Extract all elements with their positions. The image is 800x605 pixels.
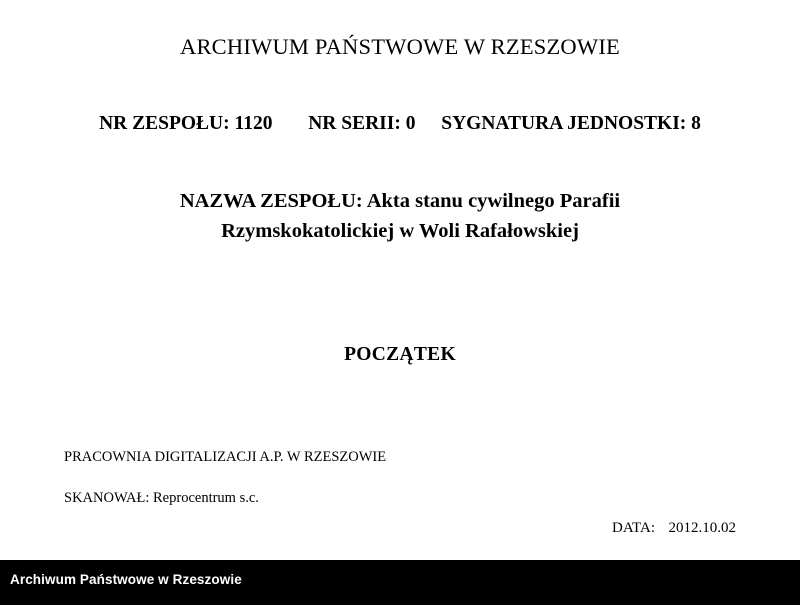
footer-watermark-label: Archiwum Państwowe w Rzeszowie	[10, 572, 242, 587]
scan-date-line	[64, 521, 736, 536]
credits-block	[64, 450, 736, 536]
fonds-name-line-1: NAZWA ZESPOŁU: Akta stanu cywilnego Parafii	[179, 190, 621, 212]
unit-signature-label: SYGNATURA JEDNOSTKI:	[441, 113, 687, 134]
scanned-by-label: SKANOWAŁ:	[64, 489, 150, 506]
fonds-number-label: NR ZESPOŁU:	[99, 113, 230, 134]
institution-title: ARCHIWUM PAŃSTWOWE W RZESZOWIE	[180, 34, 620, 59]
fonds-name-line-2: Rzymskokatolickiej w Woli Rafałowskiej	[221, 220, 579, 243]
scanned-by-line	[64, 491, 736, 506]
footer-watermark-bar	[0, 560, 800, 605]
series-number-label: NR SERII:	[308, 113, 401, 134]
identification-row	[0, 111, 800, 136]
scan-date-label: DATA:	[612, 520, 655, 536]
digitization-lab-line: PRACOWNIA DIGITALIZACJI A.P. W RZESZOWIE	[64, 449, 387, 465]
scan-date-value: 2012.10.02	[668, 520, 736, 536]
series-number-value: 0	[405, 113, 416, 134]
unit-start-marker: POCZĄTEK	[344, 344, 456, 365]
unit-signature-value: 8	[691, 113, 701, 134]
fonds-number-value: 1120	[234, 113, 273, 134]
fonds-name-block	[0, 186, 800, 247]
scanned-by-value: Reprocentrum s.c.	[153, 489, 259, 506]
